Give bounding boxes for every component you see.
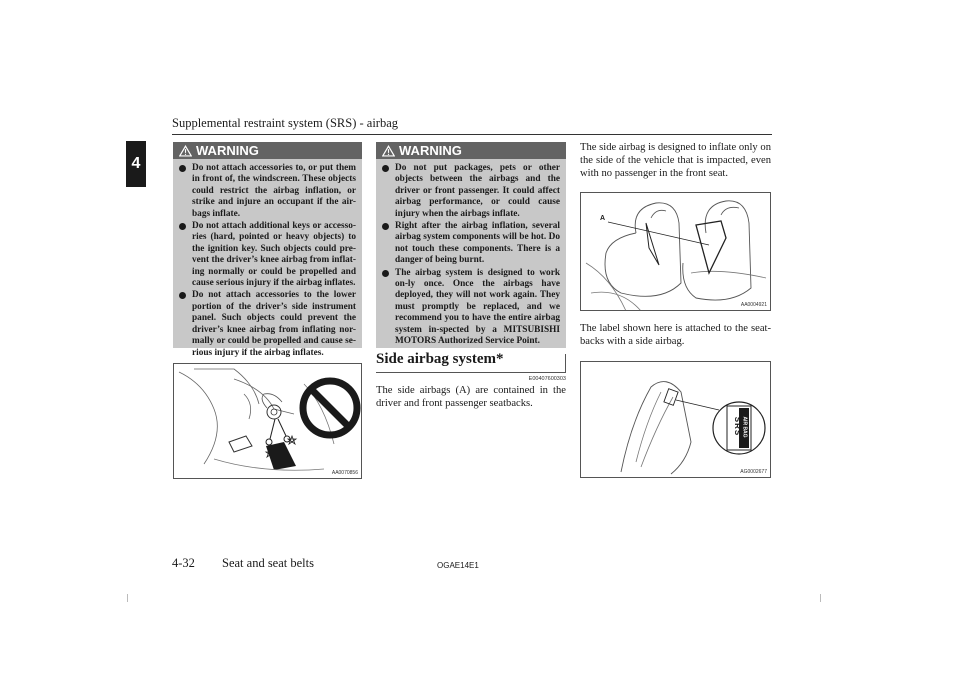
figure-code: AG0002677 (740, 469, 767, 475)
section-heading: Side airbag system* (376, 351, 504, 367)
chapter-title: Seat and seat belts (222, 556, 314, 570)
page-number: 4-32 (172, 556, 195, 570)
warning-box-middle (376, 142, 566, 348)
warning-item: Do not put packages, pets or other objects between the airbags and the driver or front passenger. It could affect airbag performance, or could cause injury when the airbags inflate. (382, 163, 560, 220)
right-paragraph-1: The side airbag is designed to inflate only on the side of the vehicle that is impacted, even with no passenger in the front seat. (580, 142, 771, 179)
figure-code: AA0004921 (740, 302, 767, 308)
bullet-icon (179, 165, 186, 172)
warning-list (382, 163, 560, 348)
bullet-icon (382, 223, 389, 230)
figure-code: AA0070856 (331, 470, 358, 476)
warning-box-left (173, 142, 362, 358)
warning-triangle-icon (382, 145, 395, 157)
warning-item: Do not attach additional keys or accesso-ries (hard, pointed or heavy objects) to the ignition key. Such objects could pre-vent the driver’s knee airbag from inflat-ing normally or could be propelled and cause serious injury if the airbag inflates. (179, 221, 356, 289)
crop-mark (127, 594, 128, 602)
srs-label-text: SRS (733, 416, 743, 437)
bullet-icon (382, 165, 389, 172)
bullet-icon (179, 223, 186, 230)
section-code: E00407600303 (528, 376, 566, 382)
ignition-key-illustration (174, 364, 362, 479)
seat-illustration (581, 193, 771, 311)
warning-header (376, 142, 566, 159)
warning-item: Do not attach accessories to the lower portion of the driver’s side instrument panel. Such objects could prevent the driver’s knee airbag from inflating nor-mally or could be propelled and cause se-rious injury if the airbag inflates. (179, 290, 356, 358)
warning-item: Do not attach accessories to, or put them in front of, the windscreen. These objects could restrict the airbag inflation, or strike and injure an occupant if the air-bags inflate. (179, 163, 356, 220)
document-code: OGAE14E1 (437, 561, 479, 570)
figure-ignition-keys (173, 363, 362, 479)
warning-header (173, 142, 362, 159)
warning-label: WARNING (196, 143, 259, 158)
section-rule-tick (565, 354, 566, 373)
section-rule (376, 372, 566, 373)
figure-srs-airbag-label (580, 361, 771, 478)
warning-triangle-icon (179, 145, 192, 157)
header-rule (172, 134, 772, 135)
warning-list (179, 163, 356, 359)
section-body-text: The side airbags (A) are contained in the driver and front passenger seatbacks. (376, 385, 566, 409)
callout-label-a: A (600, 215, 606, 222)
figure-side-airbag-seats (580, 192, 771, 311)
crop-mark (820, 594, 821, 602)
chapter-tab: 4 (126, 141, 146, 187)
page-header-title: Supplemental restraint system (SRS) - airbag (172, 116, 399, 130)
warning-item: The airbag system is designed to work on-ly once. Once the airbags have deployed, they will not work again. They must promptly be replaced, and we recommend you to have the entire airbag system in-spected by a MITSUBISHI MOTORS Authorized Service Point. (382, 268, 560, 348)
warning-item: Right after the airbag inflation, several airbag system components will be hot. Do not touch these components. There is a danger of being burnt. (382, 221, 560, 267)
right-paragraph-2: The label shown here is attached to the seat-backs with a side airbag. (580, 323, 771, 347)
prohibited-icon (303, 381, 357, 435)
airbag-label-text: AIR BAG (741, 416, 748, 438)
bullet-icon (179, 292, 186, 299)
bullet-icon (382, 270, 389, 277)
warning-label: WARNING (399, 143, 462, 158)
